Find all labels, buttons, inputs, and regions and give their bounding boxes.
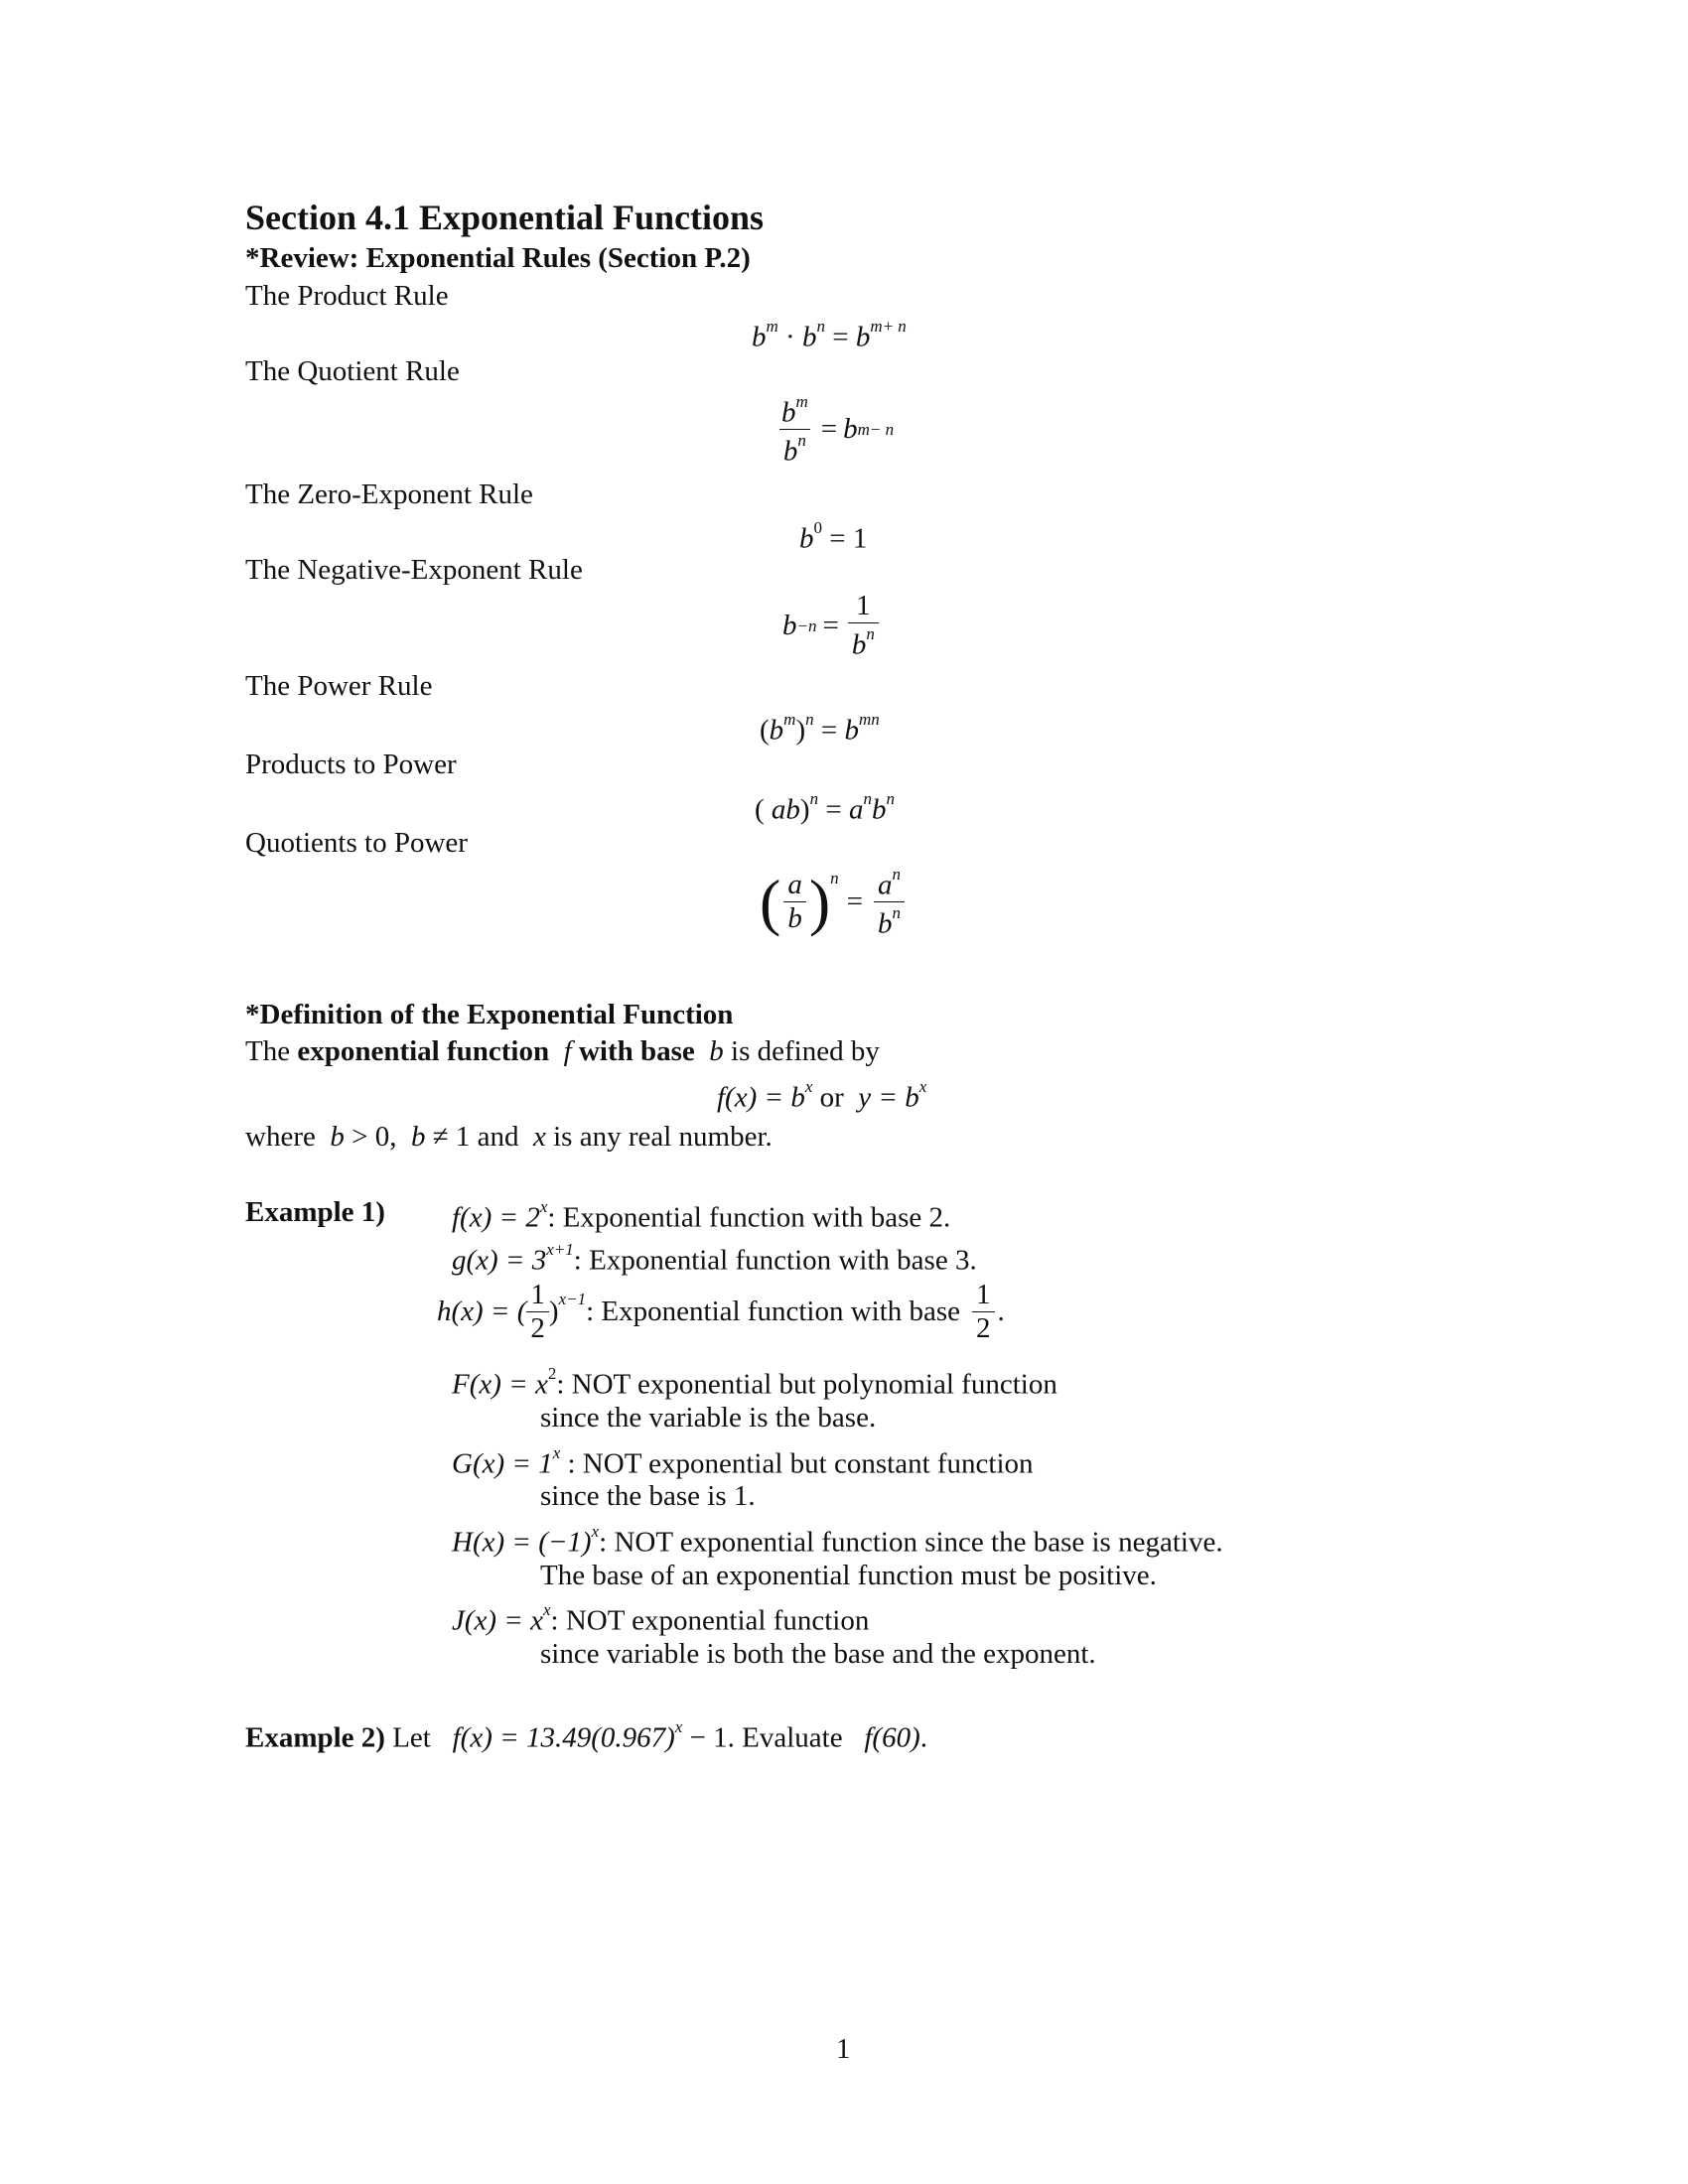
- cond-b: b: [330, 1121, 345, 1153]
- cond-where: where: [245, 1121, 316, 1153]
- example1-item-F-cont: since the variable is the base.: [540, 1402, 877, 1433]
- item-text: : Exponential function with base 3.: [573, 1244, 977, 1277]
- formula-zero-exponent: $b^0 = 1$: [799, 518, 868, 555]
- example1-item-g: [452, 1241, 977, 1275]
- example1-item-G-cont: since the base is 1.: [540, 1480, 756, 1512]
- item-text: : NOT exponential but constant function: [560, 1447, 1034, 1480]
- item-lhs: H(x) = (−1): [452, 1526, 592, 1559]
- period: .: [997, 1296, 1005, 1327]
- example2-formula: f(x) = 13.49(0.967): [452, 1721, 675, 1754]
- item-exp: x: [539, 1197, 548, 1216]
- item-lhs: g(x) = 3: [452, 1244, 547, 1277]
- item-text: : NOT exponential function: [550, 1604, 870, 1637]
- rparen: ): [548, 1296, 559, 1327]
- item-exp: x: [543, 1600, 551, 1619]
- item-text: : NOT exponential but polynomial function: [556, 1368, 1057, 1401]
- item-lhs: G(x) = 1: [452, 1447, 553, 1480]
- frac-num: 1: [530, 1279, 545, 1310]
- cond-ne1: ≠ 1 and: [432, 1121, 519, 1153]
- intro-bold-base: with base: [578, 1035, 695, 1067]
- item-text: : Exponential function with base 2.: [547, 1201, 951, 1234]
- example2: [245, 1718, 927, 1752]
- rule-label-products-to-power: Products to Power: [245, 749, 457, 780]
- formula-negative-exponent: b −n = $\frac{1}{b^n}$: [782, 592, 882, 659]
- rule-label-power: The Power Rule: [245, 670, 433, 702]
- example2-let: Let: [392, 1721, 431, 1754]
- formula-product-rule: $b^m \cdot b^n = b^{m+ n}$: [752, 317, 907, 353]
- rule-label-negative-exponent: The Negative-Exponent Rule: [245, 554, 583, 586]
- item-lhs: J(x) = x: [452, 1604, 543, 1637]
- example2-evaluate: f(60): [864, 1721, 920, 1754]
- item-exp: x+1: [546, 1240, 574, 1259]
- frac-den: 2: [526, 1311, 549, 1343]
- example1-item-G: [452, 1444, 1034, 1478]
- item-text: : Exponential function with base: [586, 1296, 961, 1327]
- example1-item-H-cont: The base of an exponential function must be positive.: [540, 1560, 1157, 1591]
- formula-power-rule: $(b^m)^n = b^{mn}$: [760, 710, 880, 747]
- definition-heading: *Definition of the Exponential Function: [245, 999, 734, 1030]
- frac-den: 2: [972, 1311, 995, 1343]
- item-text: : NOT exponential function since the base is negative.: [599, 1526, 1223, 1559]
- page-number: 1: [836, 2033, 851, 2065]
- item-exp: x−1: [558, 1290, 587, 1308]
- intro-post: is defined by: [731, 1035, 880, 1067]
- item-lhs: f(x) = 2: [452, 1201, 540, 1234]
- formula-fx: f(x) = b: [717, 1081, 805, 1114]
- exp-x: x: [918, 1077, 927, 1096]
- exp-x: x: [804, 1077, 813, 1096]
- example2-exp: x: [674, 1717, 683, 1736]
- example1-item-J: [452, 1601, 869, 1635]
- formula-quotient-rule: $\frac{b^m}{b^n}$ = b m− n: [774, 393, 894, 467]
- example1-label: Example 1): [245, 1196, 385, 1228]
- cond-b: b: [410, 1121, 426, 1153]
- item-lhs: h(x) = (: [437, 1296, 527, 1327]
- cond-rest: is any real number.: [553, 1121, 773, 1153]
- rule-label-zero-exponent: The Zero-Exponent Rule: [245, 478, 533, 510]
- intro-bold-term: exponential function: [297, 1035, 550, 1067]
- item-exp: x: [591, 1522, 600, 1541]
- frac-num: 1: [976, 1279, 991, 1310]
- example1-item-H: [452, 1523, 1223, 1557]
- definition-intro: [245, 1037, 880, 1066]
- example2-label: Example 2): [245, 1721, 385, 1754]
- rule-label-quotient: The Quotient Rule: [245, 355, 460, 387]
- example1-item-h: [437, 1281, 1005, 1343]
- definition-formula: [717, 1078, 926, 1112]
- period: .: [919, 1721, 927, 1754]
- formula-y: y = b: [858, 1081, 919, 1114]
- definition-conditions: [245, 1123, 773, 1152]
- cond-x: x: [533, 1121, 546, 1153]
- cond-gt0: > 0,: [352, 1121, 397, 1153]
- example1-item-J-cont: since variable is both the base and the exponent.: [540, 1638, 1096, 1670]
- item-exp: 2: [547, 1364, 557, 1383]
- rule-label-quotients-to-power: Quotients to Power: [245, 827, 468, 859]
- example2-formula-tail: − 1. Evaluate: [682, 1721, 843, 1754]
- intro-f: f: [563, 1035, 572, 1067]
- formula-quotients-to-power: ( $\frac{a}{b}$ ) n = $\frac{a^n}{b^n}$: [760, 866, 908, 939]
- example1-item-f: [452, 1198, 950, 1232]
- intro-b: b: [709, 1035, 724, 1067]
- item-lhs: F(x) = x: [452, 1368, 548, 1401]
- rule-label-product: The Product Rule: [245, 280, 449, 312]
- formula-products-to-power: ( $ab)^n = a^nb^n$: [755, 789, 895, 826]
- intro-pre: The: [245, 1035, 298, 1067]
- review-heading: *Review: Exponential Rules (Section P.2): [245, 242, 751, 274]
- example1-item-F: [452, 1365, 1057, 1399]
- formula-or: or: [819, 1081, 844, 1114]
- page-title: Section 4.1 Exponential Functions: [245, 198, 765, 237]
- item-exp: x: [552, 1443, 561, 1462]
